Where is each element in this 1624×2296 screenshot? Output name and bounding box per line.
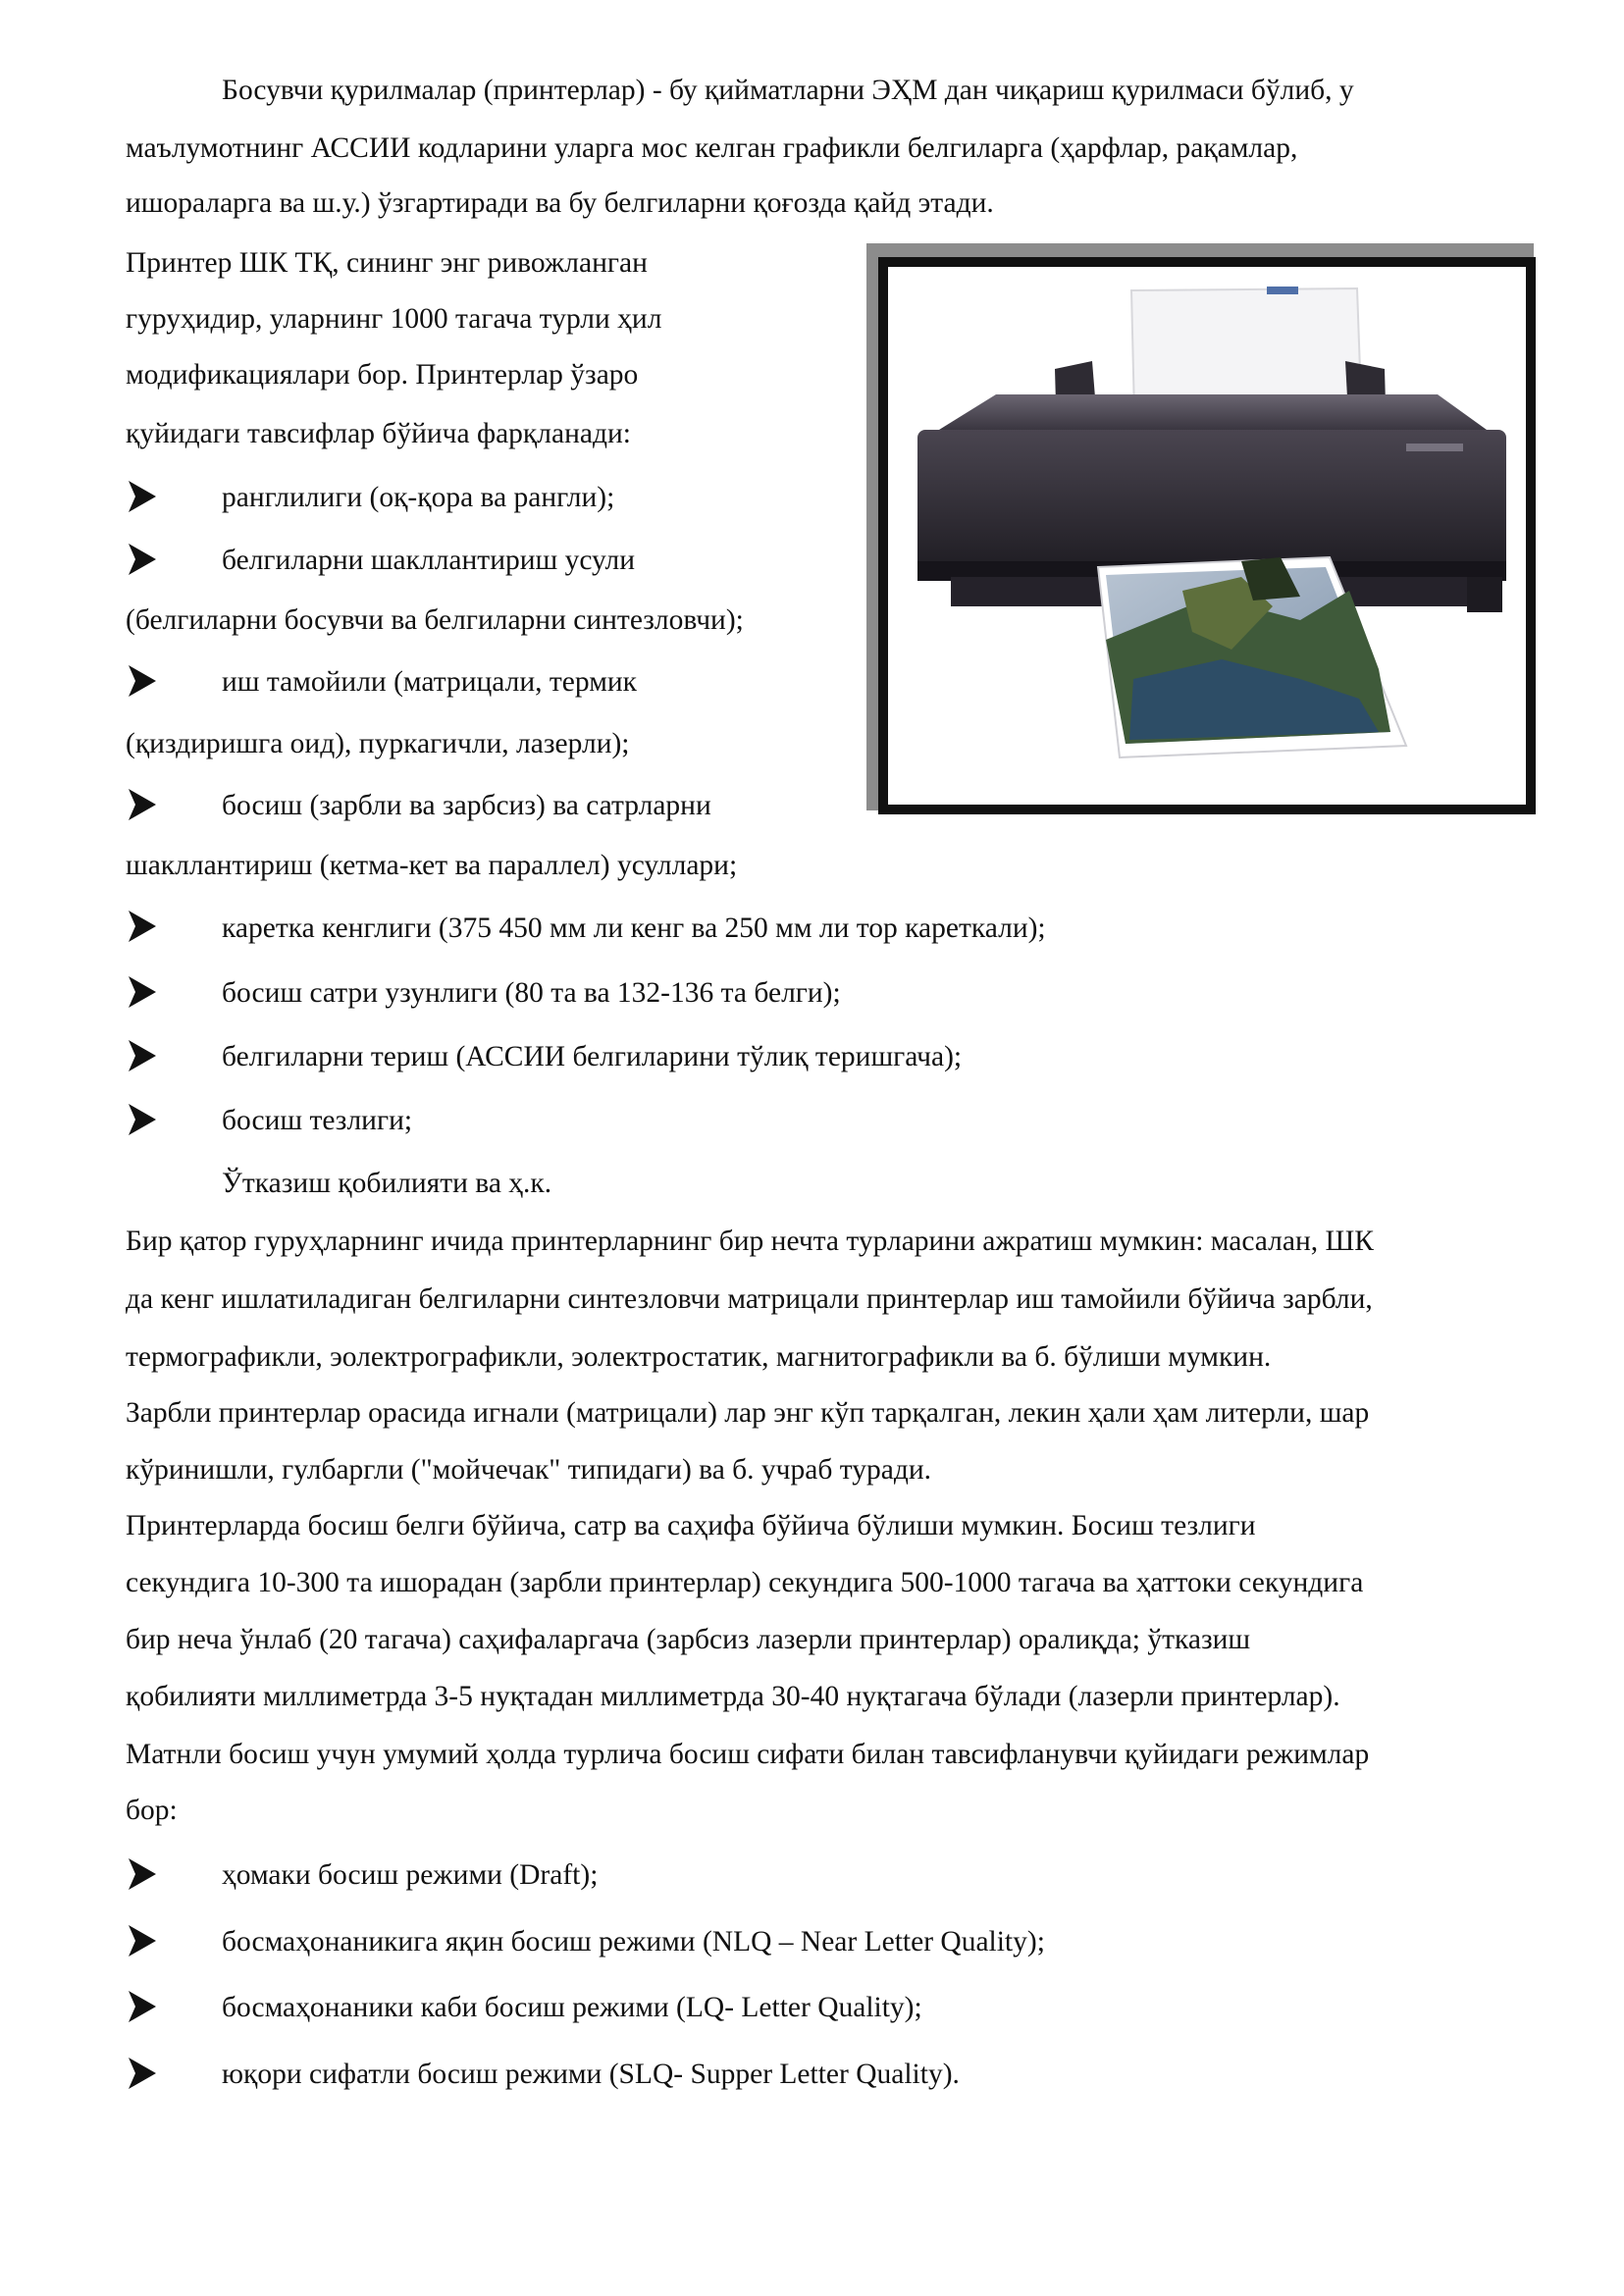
body-line-10: Матнли босиш учун умумий ҳолда турлича босиш сифати билан тавсифланувчи қуйидаги режимлар [126,1739,1370,1770]
arrowhead-bullet-icon [128,2057,157,2090]
feature-principle-cont: (қиздиришга оид), пуркагичли, лазерли); [126,728,630,759]
mode-slq: юқори сифатли босиш режими (SLQ- Supper Letter Quality). [222,2059,960,2090]
feature-printing-method-cont: шакллантириш (кетма-кет ва параллел) усуллари; [126,850,738,881]
feature-color: ранглилиги (оқ-қора ва рангли); [222,482,615,513]
arrowhead-bullet-icon [128,664,157,698]
mode-nlq: босмаҳонаникига яқин босиш режими (NLQ – Near Letter Quality); [222,1926,1045,1957]
arrowhead-bullet-icon [128,1857,157,1891]
body-line-7: секундига 10-300 та ишорадан (зарбли принтерлар) секундига 500-1000 тагача ва ҳаттоки секундига [126,1567,1364,1598]
figure-frame [878,257,1536,814]
body-line-4: Зарбли принтерлар орасида игнали (матрицали) лар энг кўп тарқалган, лекин ҳали ҳам литерли, шар [126,1397,1370,1429]
feature-speed: босиш тезлиги; [222,1105,413,1136]
arrowhead-bullet-icon [128,480,157,513]
intro-line-2: маълумотнинг АССИИ кодларини уларга мос келган графикли белгиларга (ҳарфлар, рақамлар, [126,132,1298,164]
body-line-2: да кенг ишлатиладиган белгиларни синтезловчи матрицали принтерлар иш тамойили бўйича зарбли, [126,1283,1373,1315]
body-line-5: кўринишли, гулбаргли ("мойчечак" типидаги) ва б. учраб туради. [126,1454,932,1486]
feature-throughput: Ўтказиш қобилияти ва ҳ.к. [222,1168,552,1199]
arrowhead-bullet-icon [128,1924,157,1957]
body-line-1: Бир қатор гуруҳларнинг ичида принтерларнинг бир нечта турларини ажратиш мумкин: масалан, ШК [126,1226,1374,1257]
feature-char-forming: белгиларни шакллантириш усули [222,545,636,576]
mode-lq: босмаҳонаники каби босиш режими (LQ- Letter Quality); [222,1992,922,2023]
body-line-9: қобилияти миллиметрда 3-5 нуқтадан миллиметрда 30-40 нуқтагача бўлади (лазерли принтерлар). [126,1681,1340,1712]
printer-desc-line-4: қуйидаги тавсифлар бўйича фарқланади: [126,418,631,449]
feature-printing-method: босиш (зарбли ва зарбсиз) ва сатрларни [222,790,711,821]
body-line-11: бор: [126,1795,178,1826]
printer-desc-line-2: гуруҳидир, уларнинг 1000 тагача турли ҳил [126,303,662,335]
arrowhead-bullet-icon [128,543,157,576]
printer-desc-line-3: модификациялари бор. Принтерлар ўзаро [126,359,639,391]
body-line-3: термографикли, эолектрографикли, эолектростатик, магнитографикли ва б. бўлиши мумкин. [126,1341,1272,1373]
intro-line-3: ишораларга ва ш.у.) ўзгартиради ва бу белгиларни қоғозда қайд этади. [126,187,994,219]
feature-charset: белгиларни териш (АССИИ белгиларини тўлиқ теришгача); [222,1041,963,1072]
feature-char-forming-cont: (белгиларни босувчи ва белгиларни синтезловчи); [126,604,744,636]
arrowhead-bullet-icon [128,788,157,821]
printer-photo [888,267,1526,805]
arrowhead-bullet-icon [128,910,157,943]
feature-line-length: босиш сатри узунлиги (80 та ва 132-136 та белги); [222,977,841,1009]
feature-carriage-width: каретка кенглиги (375 450 мм ли кенг ва 250 мм ли тор кареткали); [222,913,1046,944]
intro-line-1: Босувчи қурилмалар (принтерлар) - бу қийматларни ЭҲМ дан чиқариш қурилмаси бўлиб, у [222,75,1354,106]
printer-desc-line-1: Принтер ШК ТҚ, сининг энг ривожланган [126,247,648,279]
arrowhead-bullet-icon [128,1103,157,1136]
body-line-6: Принтерларда босиш белги бўйича, сатр ва саҳифа бўйича бўлиши мумкин. Босиш тезлиги [126,1510,1256,1541]
mode-draft: ҳомаки босиш режими (Draft); [222,1859,599,1891]
arrowhead-bullet-icon [128,1039,157,1072]
printer-figure [866,243,1555,832]
arrowhead-bullet-icon [128,975,157,1009]
arrowhead-bullet-icon [128,1990,157,2023]
body-line-8: бир неча ўнлаб (20 тагача) саҳифалаpгача (зарбсиз лазерли принтерлар) оралиқда; ўтказиш [126,1624,1251,1655]
feature-principle: иш тамойили (матрицали, термик [222,666,637,698]
